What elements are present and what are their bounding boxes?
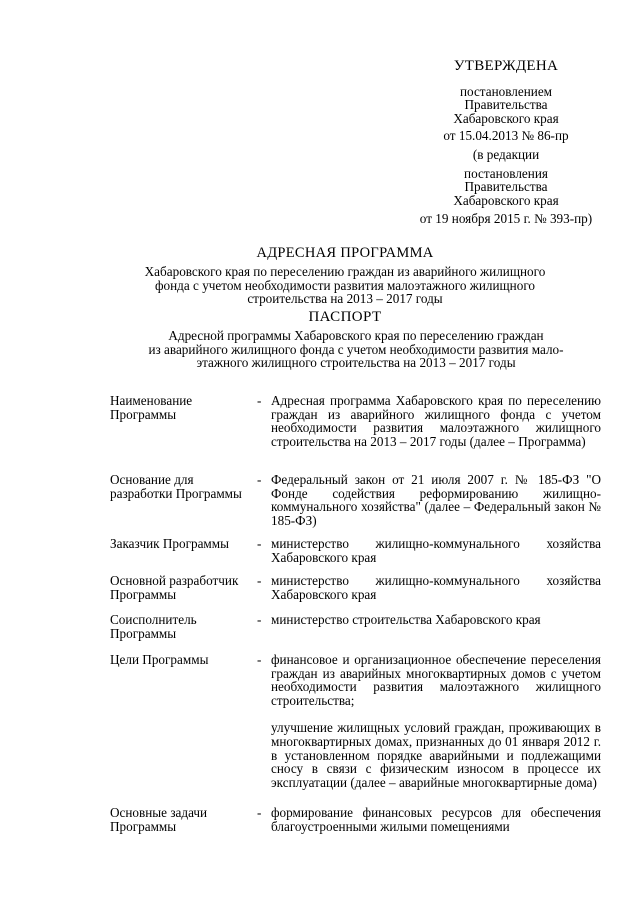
row-value-paragraph: улучшение жилищных условий граждан, проживающих в многоквартирных домах, признанных до 01 января 2012 г. в установленном порядке аварийными и подлежащими сносу в связи с физическим износом в процессе их эксплуатации (далее – аварийные многоквартирные дома) bbox=[271, 720, 601, 790]
row-value-paragraph: министерство строительства Хабаровского края bbox=[271, 612, 541, 627]
row-value bbox=[271, 653, 601, 789]
row-value-paragraph: Адресная программа Хабаровского края по переселению граждан из аварийного жилищного фонда с учетом необходимости развития малоэтажного жилищного строительства на 2013 – 2017 годы (далее – Программа) bbox=[271, 393, 601, 449]
row-dash: - bbox=[257, 573, 262, 588]
approval-line: Правительства bbox=[464, 179, 548, 195]
row-value bbox=[271, 806, 601, 833]
approval-line: Хабаровского края bbox=[453, 192, 559, 208]
row-value-paragraph: формирование финансовых ресурсов для обеспечения благоустроенными жилыми помещениями bbox=[271, 805, 601, 834]
approval-line: от 19 ноября 2015 г. № 393-пр) bbox=[419, 211, 593, 227]
row-dash: - bbox=[257, 393, 262, 408]
approval-line: (в редакции bbox=[472, 146, 540, 162]
approval-line: Хабаровского края bbox=[453, 110, 559, 126]
passport-title: ПАСПОРТ bbox=[308, 309, 382, 325]
approval-stamp bbox=[400, 60, 612, 226]
row-value bbox=[271, 574, 601, 601]
row-value-paragraph: министерство жилищно-коммунального хозяйства Хабаровского края bbox=[271, 536, 601, 565]
row-value-paragraph: министерство жилищно-коммунального хозяйства Хабаровского края bbox=[271, 573, 601, 602]
row-value bbox=[271, 394, 601, 448]
row-value bbox=[271, 613, 601, 627]
approval-line: постановления bbox=[464, 165, 548, 181]
row-label: Наименование Программы bbox=[110, 393, 193, 422]
approval-line: Правительства bbox=[464, 97, 548, 113]
row-label: Основание для разработки Программы bbox=[110, 472, 242, 501]
passport-subtitle bbox=[108, 329, 604, 370]
row-dash: - bbox=[257, 652, 262, 667]
row-label: Цели Программы bbox=[110, 652, 209, 667]
row-dash: - bbox=[257, 472, 262, 487]
approval-title: УТВЕРЖДЕНА bbox=[453, 58, 559, 74]
row-dash: - bbox=[257, 536, 262, 551]
program-subtitle bbox=[110, 265, 580, 306]
passport-subtitle-line: из аварийного жилищного фонда с учетом необходимости развития мало- bbox=[148, 341, 564, 357]
passport-subtitle-line: Адресной программы Хабаровского края по переселению граждан bbox=[168, 328, 544, 343]
row-dash: - bbox=[257, 612, 262, 627]
row-label: Основной разработчик Программы bbox=[110, 573, 239, 602]
program-subtitle-line: фонда с учетом необходимости развития малоэтажного жилищного bbox=[154, 277, 536, 293]
row-value-paragraph: финансовое и организационное обеспечение переселения граждан из аварийных многоквартирных домов с учетом необходимости развития малоэтажного жилищного строительства; bbox=[271, 652, 601, 708]
program-title: АДРЕСНАЯ ПРОГРАММА bbox=[256, 245, 434, 261]
row-label: Заказчик Программы bbox=[110, 536, 229, 551]
approval-line: постановлением bbox=[459, 83, 553, 99]
row-value-paragraph: Федеральный закон от 21 июля 2007 г. № 185-ФЗ "О Фонде содействия реформированию жилищно-коммунального хозяйства" (далее – Федеральный закон № 185-ФЗ) bbox=[271, 472, 601, 528]
program-subtitle-line: строительства на 2013 – 2017 годы bbox=[247, 291, 443, 307]
row-label: Основные задачи Программы bbox=[110, 805, 208, 834]
passport-subtitle-line: этажного жилищного строительства на 2013 – 2017 годы bbox=[196, 355, 516, 371]
row-value bbox=[271, 537, 601, 564]
row-value bbox=[271, 473, 601, 527]
row-dash: - bbox=[257, 805, 262, 820]
approval-line: от 15.04.2013 № 86-пр bbox=[443, 128, 569, 144]
program-subtitle-line: Хабаровского края по переселению граждан из аварийного жилищного bbox=[144, 264, 546, 279]
row-label: Соисполнитель Программы bbox=[110, 612, 197, 641]
